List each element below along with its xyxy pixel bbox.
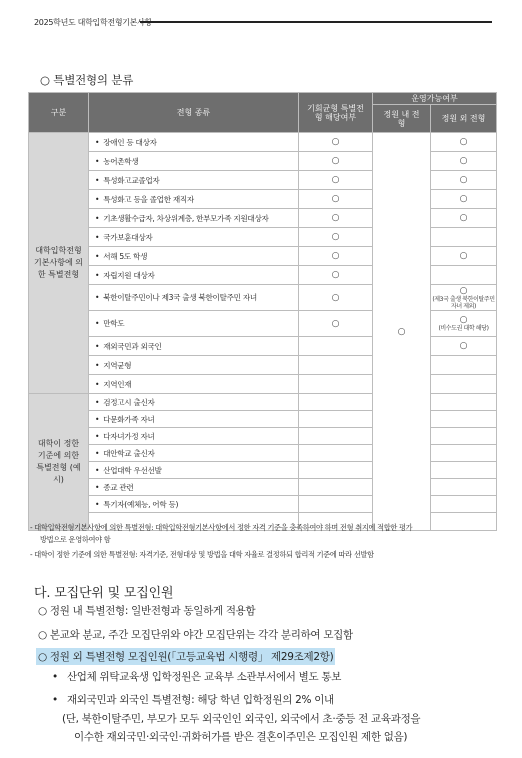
bullet-dot: • bbox=[95, 414, 100, 424]
section-title: ○ 특별전형의 분류 bbox=[40, 73, 134, 87]
running-header: 2025학년도 대학입학전형기본사항 bbox=[34, 18, 152, 27]
admission-type-name bbox=[89, 356, 299, 375]
outside-quota-cell bbox=[431, 266, 497, 285]
bullet-dot: • bbox=[95, 251, 100, 261]
admission-type-name bbox=[89, 285, 299, 311]
admission-type-name bbox=[89, 190, 299, 209]
admission-type-label: 장애인 등 대상자 bbox=[103, 137, 157, 147]
outside-quota-cell bbox=[431, 311, 497, 337]
col-header-outside-quota: 정원 외 전형 bbox=[431, 105, 497, 133]
bullet-dot: • bbox=[95, 499, 100, 509]
line-inside-quota: ○ 정원 내 특별전형: 일반전형과 동일하게 적용함 bbox=[38, 605, 256, 617]
bullet-dot: • bbox=[95, 482, 100, 492]
equal-opportunity-cell: ○ bbox=[299, 228, 373, 247]
outside-quota-cell: ○ bbox=[431, 152, 497, 171]
bullet-dot: • bbox=[95, 379, 100, 389]
header-rule bbox=[140, 21, 492, 23]
admission-type-name bbox=[89, 266, 299, 285]
outside-quota-mark: ○ bbox=[459, 285, 468, 296]
bullet-dot: • bbox=[95, 448, 100, 458]
bullet-1 bbox=[52, 669, 341, 684]
equal-opportunity-cell: ○ bbox=[299, 266, 373, 285]
equal-opportunity-cell: ○ bbox=[299, 247, 373, 266]
special-admission-table bbox=[28, 92, 497, 531]
outside-quota-cell bbox=[431, 394, 497, 411]
bullet-2-detail-1: (단, 북한이탈주민, 부모가 모두 외국인인 외국인, 외국에서 초·중등 전 교육과정을 bbox=[62, 713, 421, 725]
equal-opportunity-cell: ○ bbox=[299, 209, 373, 228]
bullet-dot: • bbox=[95, 194, 100, 204]
bullet-dot: • bbox=[95, 319, 100, 328]
equal-opportunity-cell bbox=[299, 445, 373, 462]
admission-type-name bbox=[89, 462, 299, 479]
outside-quota-cell: ○ bbox=[431, 133, 497, 152]
equal-opportunity-cell bbox=[299, 479, 373, 496]
outside-quota-cell bbox=[431, 375, 497, 394]
outside-quota-cell bbox=[431, 285, 497, 311]
equal-opportunity-cell bbox=[299, 375, 373, 394]
subsection-title: 다. 모집단위 및 모집인원 bbox=[34, 586, 174, 601]
note-1-cont: 방법으로 운영하여야 함 bbox=[40, 535, 111, 544]
admission-type-label: 자립지원 대상자 bbox=[103, 270, 155, 280]
equal-opportunity-cell: ○ bbox=[299, 285, 373, 311]
bullet-dot: • bbox=[95, 270, 100, 280]
line-campus-split: ○ 본교와 분교, 주간 모집단위와 야간 모집단위는 각각 분리하여 모집함 bbox=[38, 629, 353, 641]
admission-type-label: 북한이탈주민이나 제3국 출생 북한이탈주민 자녀 bbox=[103, 293, 257, 302]
admission-type-label: 검정고시 출신자 bbox=[103, 397, 155, 407]
outside-quota-cell bbox=[431, 479, 497, 496]
inside-quota-cell: ○ bbox=[373, 133, 431, 531]
bullet-dot: • bbox=[95, 360, 100, 370]
admission-type-label: 재외국민과 외국인 bbox=[103, 341, 162, 351]
group-label-university: 대학이 정한 기준에 의한 특별전형 (예시) bbox=[29, 394, 89, 531]
admission-type-name bbox=[89, 209, 299, 228]
admission-type-label: 다문화가족 자녀 bbox=[103, 414, 155, 424]
outside-quota-cell bbox=[431, 462, 497, 479]
bullet-dot: • bbox=[95, 213, 100, 223]
admission-type-name bbox=[89, 411, 299, 428]
bullet-1-text: 산업체 위탁교육생 입학정원은 교육부 소관부서에서 별도 통보 bbox=[66, 671, 342, 683]
admission-type-name bbox=[89, 311, 299, 337]
outside-quota-cell bbox=[431, 445, 497, 462]
admission-type-name bbox=[89, 228, 299, 247]
col-header-equal-opportunity: 기회균형 특별전형 해당여부 bbox=[299, 93, 373, 133]
bullet-dot: • bbox=[95, 175, 100, 185]
col-header-type: 전형 종류 bbox=[89, 93, 299, 133]
admission-type-label: 만학도 bbox=[103, 319, 125, 328]
bullet-dot: • bbox=[95, 293, 100, 302]
admission-type-label: 산업대학 우선선발 bbox=[103, 465, 162, 475]
equal-opportunity-cell: ○ bbox=[299, 152, 373, 171]
equal-opportunity-cell: ○ bbox=[299, 171, 373, 190]
outside-quota-cell bbox=[431, 411, 497, 428]
outside-quota-note: (제3국 출생 북한이탈주민자녀 제외) bbox=[432, 295, 495, 310]
bullet-dot: • bbox=[52, 694, 58, 706]
table-notes bbox=[30, 522, 500, 561]
admission-type-label: 국가보훈대상자 bbox=[103, 232, 153, 242]
equal-opportunity-cell: ○ bbox=[299, 190, 373, 209]
admission-type-name bbox=[89, 152, 299, 171]
note-2: - 대학이 정한 기준에 의한 특별전형: 자격기준, 전형대상 및 방법을 대학 자율로 결정하되 합리적 기준에 따라 선발함 bbox=[30, 550, 374, 559]
bullet-dot: • bbox=[95, 397, 100, 407]
admission-type-label: 기초생활수급자, 차상위계층, 한부모가족 지원대상자 bbox=[103, 213, 269, 223]
admission-type-name bbox=[89, 337, 299, 356]
admission-type-name bbox=[89, 479, 299, 496]
admission-type-label: 대안학교 출신자 bbox=[103, 448, 155, 458]
admission-type-name bbox=[89, 171, 299, 190]
outside-quota-cell bbox=[431, 228, 497, 247]
outside-quota-mark: ○ bbox=[459, 315, 468, 325]
bullet-dot: • bbox=[95, 341, 100, 351]
admission-type-name bbox=[89, 247, 299, 266]
bullet-2 bbox=[52, 692, 334, 707]
admission-type-label: 농어촌학생 bbox=[103, 156, 139, 166]
outside-quota-cell: ○ bbox=[431, 337, 497, 356]
admission-type-name bbox=[89, 428, 299, 445]
outside-quota-cell: ○ bbox=[431, 190, 497, 209]
admission-type-name bbox=[89, 496, 299, 513]
equal-opportunity-cell bbox=[299, 337, 373, 356]
bullet-dot: • bbox=[95, 465, 100, 475]
equal-opportunity-cell bbox=[299, 394, 373, 411]
equal-opportunity-cell: ○ bbox=[299, 311, 373, 337]
admission-type-label: 종교 관련 bbox=[103, 482, 134, 492]
admission-type-label: 특기자(예체능, 어학 등) bbox=[103, 499, 179, 509]
admission-type-label: 지역균형 bbox=[103, 360, 132, 370]
outside-quota-cell bbox=[431, 356, 497, 375]
bullet-2-text: 재외국민과 외국인 특별전형: 해당 학년 입학정원의 2% 이내 bbox=[66, 694, 334, 706]
bullet-dot: • bbox=[95, 232, 100, 242]
outside-quota-cell bbox=[431, 496, 497, 513]
admission-type-label: 다자녀가정 자녀 bbox=[103, 431, 155, 441]
equal-opportunity-cell bbox=[299, 496, 373, 513]
outside-quota-cell: ○ bbox=[431, 171, 497, 190]
equal-opportunity-cell bbox=[299, 428, 373, 445]
line-outside-quota: ○ 정원 외 특별전형 모집인원(「고등교육법 시행령」 제29조제2항) bbox=[36, 648, 335, 665]
admission-type-name bbox=[89, 375, 299, 394]
outside-quota-cell: ○ bbox=[431, 247, 497, 266]
admission-type-label: 특성화고 등을 졸업한 재직자 bbox=[103, 194, 194, 204]
table-row bbox=[29, 133, 497, 152]
outside-quota-cell bbox=[431, 428, 497, 445]
admission-type-label: 특성화고교졸업자 bbox=[103, 175, 160, 185]
bullet-dot: • bbox=[95, 137, 100, 147]
note-1: - 대학입학전형기본사항에 의한 특별전형: 대학입학전형기본사항에서 정한 자격 기준을 충족하여야 하며 전형 취지에 적합한 평가 bbox=[30, 523, 413, 532]
admission-type-name bbox=[89, 394, 299, 411]
group-label-basic: 대학입학전형 기본사항에 의한 특별전형 bbox=[29, 133, 89, 394]
equal-opportunity-cell bbox=[299, 356, 373, 375]
admission-type-label: 지역인재 bbox=[103, 379, 132, 389]
equal-opportunity-cell bbox=[299, 411, 373, 428]
outside-quota-note: (비수도권 대학 해당) bbox=[438, 325, 489, 332]
admission-type-label: 서해 5도 학생 bbox=[103, 251, 148, 261]
equal-opportunity-cell bbox=[299, 462, 373, 479]
bullet-dot: • bbox=[52, 671, 58, 683]
bullet-dot: • bbox=[95, 431, 100, 441]
admission-type-name bbox=[89, 133, 299, 152]
admission-type-name bbox=[89, 445, 299, 462]
outside-quota-cell: ○ bbox=[431, 209, 497, 228]
bullet-2-detail-2: 이수한 재외국민·외국인·귀화허가를 받은 결혼이주민은 모집인원 제한 없음) bbox=[74, 731, 408, 743]
col-header-operation: 운영가능여부 bbox=[373, 93, 497, 105]
equal-opportunity-cell: ○ bbox=[299, 133, 373, 152]
col-header-inside-quota: 정원 내 전형 bbox=[373, 105, 431, 133]
col-header-category: 구분 bbox=[29, 93, 89, 133]
bullet-dot: • bbox=[95, 156, 100, 166]
